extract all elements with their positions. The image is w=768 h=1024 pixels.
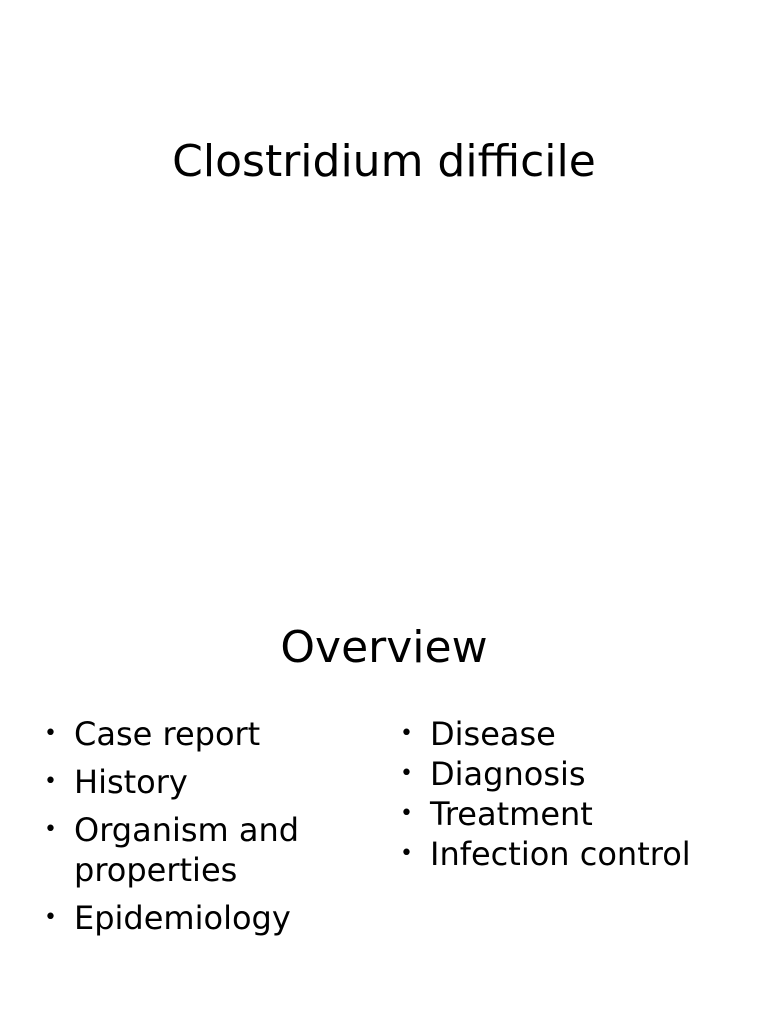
list-item-text: Diagnosis [430,755,586,793]
bullet-icon: • [44,817,57,842]
bullet-icon: • [44,769,57,794]
bullet-icon: • [44,721,57,746]
list-item-text: Organism and properties [74,811,300,889]
bullet-icon: • [44,905,57,930]
bullet-icon: • [400,721,413,746]
list-item [44,714,364,754]
list-item-text: Disease [430,715,556,753]
slide-title: Overview [280,622,488,673]
list-item [400,794,760,834]
bullet-icon: • [400,841,413,866]
list-item-text: History [74,763,188,801]
right-bullet-list [400,714,760,874]
left-bullet-list [44,714,364,946]
list-item-text: Infection control [430,835,691,873]
list-item [44,810,364,890]
list-item [400,714,760,754]
bullet-icon: • [400,761,413,786]
list-item [400,834,760,874]
bullet-icon: • [400,801,413,826]
list-item-text: Treatment [430,795,593,833]
list-item-text: Epidemiology [74,899,291,937]
list-item [44,762,364,802]
slide-title: Clostridium difficile [172,136,596,187]
list-item [44,898,364,938]
list-item [400,754,760,794]
overview-slide [0,512,768,1024]
list-item-text: Case report [74,715,261,753]
